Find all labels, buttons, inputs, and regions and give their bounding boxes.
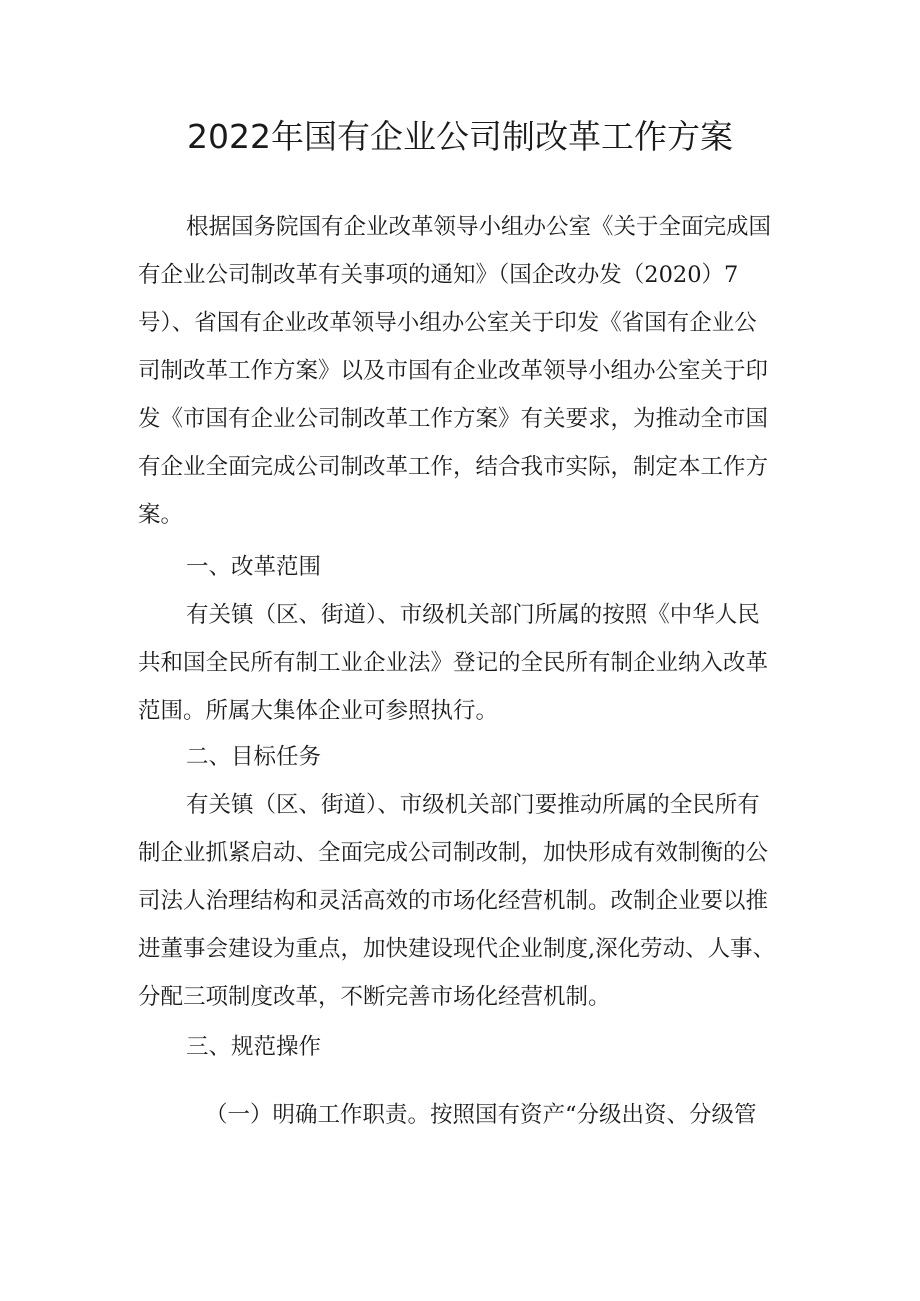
- subsection-line: （一）明确工作职责。按照国有资产“分级出资、分级管: [205, 1102, 757, 1128]
- paragraph-line: 案。: [138, 502, 184, 528]
- paragraph-line: 有企业公司制改革有关事项的通知》（国企改办发（2020）7: [138, 262, 739, 288]
- paragraph-line: 制企业抓紧启动、全面完成公司制改制，加快形成有效制衡的公: [138, 840, 769, 866]
- paragraph-line: 根据国务院国有企业改革领导小组办公室《关于全面完成国: [186, 214, 772, 240]
- paragraph-line: 分配三项制度改革，不断完善市场化经营机制。: [138, 984, 611, 1010]
- paragraph-line: 有企业全面完成公司制改革工作，结合我市实际，制定本工作方: [138, 454, 769, 480]
- paragraph-line: 有关镇（区、街道）、市级机关部门要推动所属的全民所有: [186, 792, 760, 818]
- section-heading: 三、规范操作: [186, 1034, 322, 1060]
- paragraph-line: 司制改革工作方案》以及市国有企业改革领导小组办公室关于印: [138, 358, 769, 384]
- paragraph-line: 司法人治理结构和灵活高效的市场化经营机制。改制企业要以推: [138, 888, 769, 914]
- section-heading: 二、目标任务: [186, 744, 322, 770]
- section-heading: 一、改革范围: [186, 554, 322, 580]
- document-title: 2022年国有企业公司制改革工作方案: [187, 117, 733, 156]
- paragraph-line: 范围。所属大集体企业可参照执行。: [138, 698, 499, 724]
- paragraph-line: 号）、省国有企业改革领导小组办公室关于印发《省国有企业公: [138, 310, 757, 336]
- paragraph-line: 发《市国有企业公司制改革工作方案》有关要求，为推动全市国: [138, 406, 769, 432]
- paragraph-line: 共和国全民所有制工业企业法》登记的全民所有制企业纳入改革: [138, 650, 769, 676]
- paragraph-line: 进董事会建设为重点，加快建设现代企业制度,深化劳动、人事、: [138, 936, 776, 962]
- paragraph-line: 有关镇（区、街道）、市级机关部门所属的按照《中华人民: [186, 602, 760, 628]
